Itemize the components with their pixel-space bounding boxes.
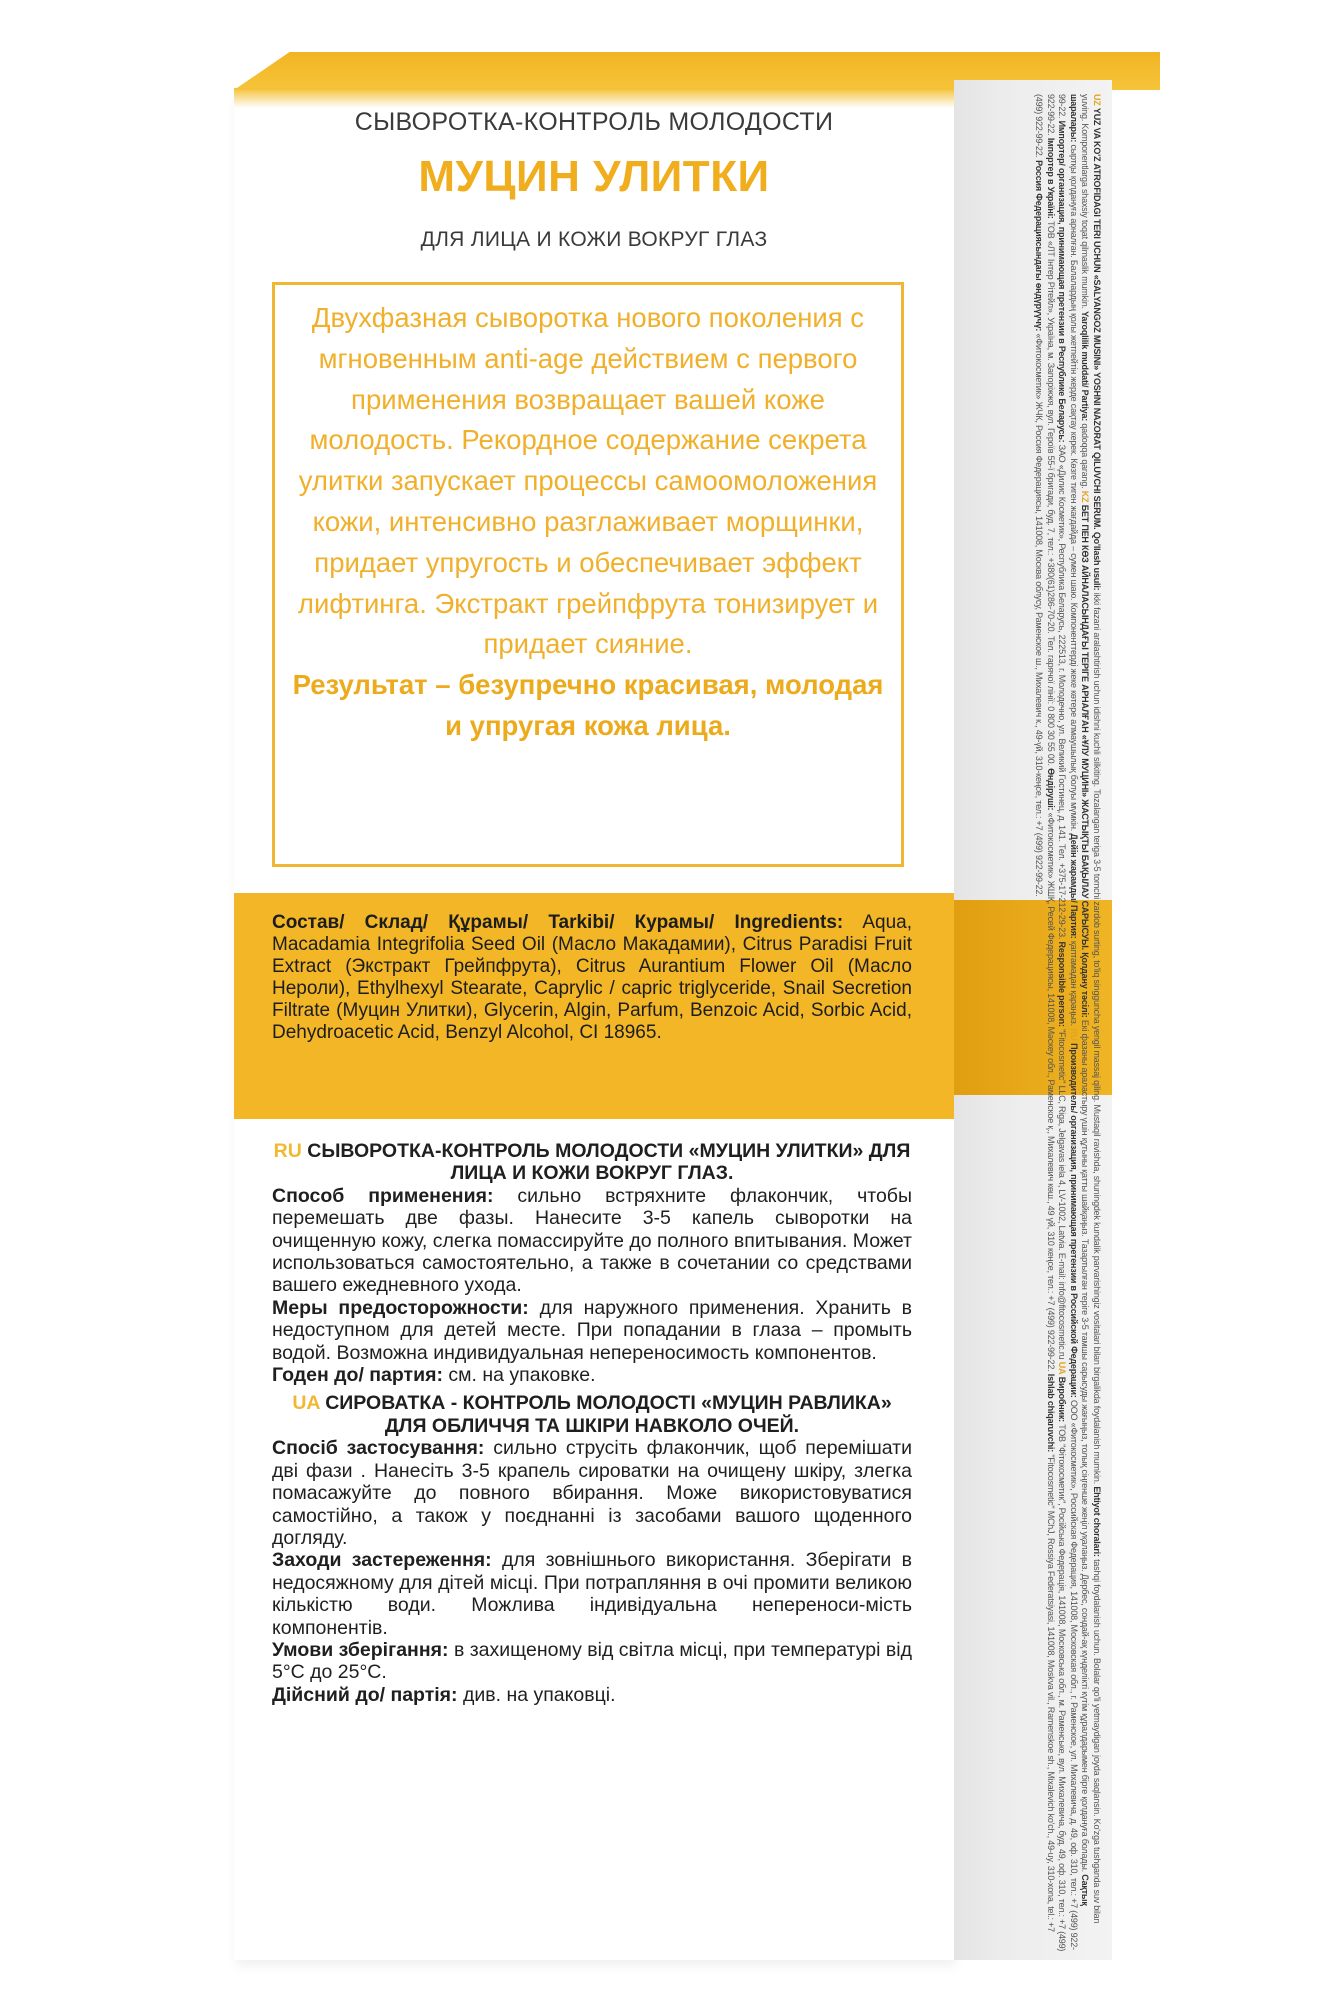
side-kz-producer-label: Өндіруші: [1046,768,1056,811]
ru-expiry-label: Годен до/ партия: [272,1364,443,1387]
side-uz-title: YUZ VA KO'Z ATROFIDAGI TERI UCHUN «SALYANGOZ MUSINI» YOSHNI NAZORAT QILUVCHI SERUM. [1092,107,1102,530]
ua-storage [272,1639,912,1684]
side-ru-producer: ООО «Фитокосметик», Российская Федерация, 141008, Московская обл., г. Раменское, ул. Михалевича, д. 49, оф. 310, тел.: +7 (499) 922-99-22. [1057,94,1079,1950]
side-uz-producer: "Fitocosmetic" MChJ, Rossiya Federatsiyasi, 141008, Moskva vil., Ramenskoe sh., Mixalevich ko'ch., 49-uy, 310-xona, tel.: +7 (499) 922-99-22. [1034,94,1056,1932]
instructions-block [272,1140,912,1706]
side-kz-producer: «Фитокосметик» ЖШҚ, Ресей Федерациясы, 141008, Мәскеу обл., Раменское қ., Михалевич көш., 49 үй, 310 кеңсе, тел.: +7 (499) 922-99-22. [1046,812,1056,1372]
side-kz-usage: Екі фазаны араластыру үшін құтыны қатты шайқаңыз. Тазартылған теріге 3-5 тамшы сарысуды жағыңыз, толық сіңгенше жеңіл уқалаңыз. Дербес, сондай-ақ күнделікті күтім құралдарымен бірге қолдануға болады. [1080,1019,1091,1872]
side-ua-importer-label: Імпортер в Україні: [1046,137,1056,219]
description-text: Двухфазная сыворотка нового поколения с мгновенным anti-age действием с первого применения возвращает вашей коже молодость. Рекордное содержание секрета улитки запускает процессы самоомоложения кожи, интенсивно разглаживает морщинки, придает упругость и обеспечивает эффект лифтинга. Экстракт грейпфрута тонизирует и придает сияние. [297,302,879,660]
ua-usage-label: Спосіб застосування: [272,1437,485,1460]
side-kz-caution: сыртқы қолдануға арналған. Балалардың қолы жетпейтін жерде сақтау керек. Көзге тиген жағдайда – сумен шаю. Компоненттерді жеке көтере алмаушылық болуы мүмкін. [1069,144,1079,832]
ru-caution-text: для наружного применения. Хранить в недоступном для детей месте. При попадании в глаза – промыть водой. Возможна индивидуальная непереносимость компонентов. [272,1296,913,1364]
ua-heading: СИРОВАТКА - КОНТРОЛЬ МОЛОДОСТІ «МУЦИН РАВЛИКА» ДЛЯ ОБЛИЧЧЯ ТА ШКІРИ НАВКОЛО ОЧЕЙ. [325,1392,892,1437]
ru-heading-block [272,1140,912,1185]
side-ua-importer: ТОВ «ЛТ Інтер Рітейл», Україна, м. Запоріжжя, вул. Героїв 55-ї бригади, буд. 7, тел.: +380(61)286-70-20. Тел. гарячої лінії: 0 800 30 55 00. [1046,221,1056,766]
ua-usage [272,1437,912,1549]
ru-lang-badge: RU [273,1140,302,1162]
ingredients-block [272,912,912,1044]
ua-usage-text: сильно струсіть флакончик, щоб перемішати дві фази . Нанесіть 3-5 крапель сироватки на очищену шкіру, злегка помасажуйте до повного вбирання. Може використовуватися самостійно, а також у поєднанні із засобами вашого щоденного догляду. [272,1437,913,1549]
side-lang-uz: UZ [1092,94,1102,106]
side-ua-producer-label: Виробник: [1057,1376,1068,1422]
ua-expiry-label: Дійсний до/ партія: [272,1683,458,1706]
side-kz-expiry-label: Дейін жарамды/ Партия: [1069,833,1079,939]
side-kz-usage-label: Қолдану тәсілі: [1080,952,1091,1018]
ua-expiry [272,1684,912,1706]
side-importer-label: Импортер/ организация, принимающая претензии в Республике Беларусь: [1057,120,1068,443]
ua-storage-text: в захищеному від світла місці, при температурі від 5°С до 25°С. [272,1638,913,1684]
ua-lang-badge: UA [292,1392,320,1415]
ua-storage-label: Умови зберігання: [272,1638,449,1661]
side-uz-expiry: qadoqqa qarang. [1080,423,1091,489]
side-uz-expiry-label: Yaroqlilik muddati/ Partiya: [1080,311,1091,422]
side-kz-expiry: қаптамадан қараңыз. [1069,940,1079,1026]
side-kg-producer: «Фитокосметик» ЖЧК, Россия Федерациясы, 141008, Москва облусу, Раменское ш., Михалевич к., 49-үй, 310-кеңсе, тел.: +7 (499) 922-99-22. [1034,333,1045,897]
product-name-title: МУЦИН УЛИТКИ [418,152,770,201]
ua-caution [272,1549,912,1639]
ingredients-label: Состав/ Склад/ Құрамы/ Tarkibi/ Курамы/ Ingredients: [272,912,844,933]
side-lang-ru: RU [1069,1028,1079,1041]
side-uz-caution: tashqi foydalanish uchun. Bolalar qo'li yetmaydigan joyda saqlansin. Ko'zga tushganda suv bilan yuving. Komponentlarga shaxsiy toqat qilmaslik mumkin. [1080,94,1102,1924]
box-top-shadow [234,88,954,108]
ru-caution [272,1297,912,1364]
ua-heading-block [272,1392,912,1437]
ru-usage-text: сильно встряхните флакончик, чтобы перемешать две фазы. Нанесите 3-5 капель сыворотки на очищенную кожу, слегка помассируйте до полного впитывания. Может использоваться самостоятельно, а также в сочетании со средствами вашего ежедневного ухода. [272,1184,912,1297]
ru-usage-label: Способ применения: [272,1184,494,1207]
product-target-subtitle: ДЛЯ ЛИЦА И КОЖИ ВОКРУГ ГЛАЗ [420,228,768,251]
product-line-heading: СЫВОРОТКА-КОНТРОЛЬ МОЛОДОСТИ [354,108,834,136]
side-importer: ЗАО «Дилис Косметик», Республика Беларусь, 222513, г. Молодечно, ул. Великий Гостинец, д. 141. Тел. +375-17-212-29-23. [1057,444,1068,940]
ru-caution-label: Меры предосторожности: [272,1296,529,1319]
side-kz-title: БЕТ ПЕН КӨЗ АЙНАЛАСЫНДАҒЫ ТЕРІГЕ АРНАЛҒАН «ҰЛУ МУЦИНІ» ЖАСТЫҚТЫ БАҚЫЛАУ САРЫСУЫ. [1080,504,1091,950]
ru-heading: СЫВОРОТКА-КОНТРОЛЬ МОЛОДОСТИ «МУЦИН УЛИТКИ» ДЛЯ ЛИЦА И КОЖИ ВОКРУГ ГЛАЗ. [307,1140,911,1185]
side-kg-producer-label: Россия Федерациясындагы өндүрүүчү: [1034,160,1045,332]
side-uz-usage-label: Qo'llash usuli: [1092,531,1102,591]
ua-caution-label: Заходи застереження: [272,1549,492,1572]
ru-usage [272,1185,912,1297]
result-text: Результат – безупречно красивая, молодая и упругая кожа лица. [292,669,884,741]
side-panel-text [954,88,1104,1958]
ru-expiry [272,1364,912,1386]
side-lv: "Fitocosmetic" LLC, Riga, Jelgavas iela 4, LV-1002, Latvia. E-mail: info@fitocosmetic.ru [1057,1029,1068,1360]
side-kz-caution-label: Сақтық шаралары: [1069,94,1091,1906]
side-lang-ua: UA [1057,1361,1068,1375]
side-ru-producer-label: Производитель/ организация, принимающая претензии в Российской Федерации: [1069,1043,1079,1398]
side-uz-caution-label: Ehtiyot choralari: [1092,1486,1102,1557]
ingredients-list: Aqua, Macadamia Integrifolia Seed Oil (Масло Макадамии), Citrus Paradisi Fruit Extract (Экстракт Грейпфрута), Citrus Aurantium Flower Oil (Масло Нероли), Ethylhexyl Stearate, Caprylic / capric triglyceride, Snail Secretion Filtrate (Муцин Улитки), Glycerin, Algin, Parfum, Benzoic Acid, Sorbic Acid, Dehydroacetic Acid, Benzyl Alcohol, CI 18965. [272,912,912,1043]
ru-expiry-text: см. на упаковке. [448,1364,596,1387]
side-lang-kz: KZ [1080,490,1091,503]
side-ua-producer: ТОВ "Фітокосметик", Російська Федерація, 141008, Московська обл., м. Раменське, вул. Михалевича, буд. 49, оф. 310, тел.: +7 (499) 922-99-22. [1046,94,1068,1952]
box-side-panel [954,80,1112,1960]
ua-expiry-text: див. на упаковці. [462,1683,616,1706]
ua-caution-text: для зовнішнього використання. Зберігати в недосяжному для дітей місці. При потрапляння в очі промити великою кількістю води. Можлива індивідуальна непереноси-мість компонентів. [272,1549,912,1639]
side-uz-usage: ikki fazani aralashtirish uchun idishni kuchli silkiting. Tozalangan teriga 3-5 tomchi zardob surting, to'liq singguncha yengil massaj qiling. Mustaqil ravishda, shuningdek kundalik parvarishingiz vositalari bilan birgalikda foydalanish mumkin. [1092,592,1102,1485]
description-block [288,298,888,747]
side-uz-producer-label: Ishlab chiqaruvchi: [1046,1373,1056,1452]
side-lv-label: Responsible person: [1057,941,1068,1027]
